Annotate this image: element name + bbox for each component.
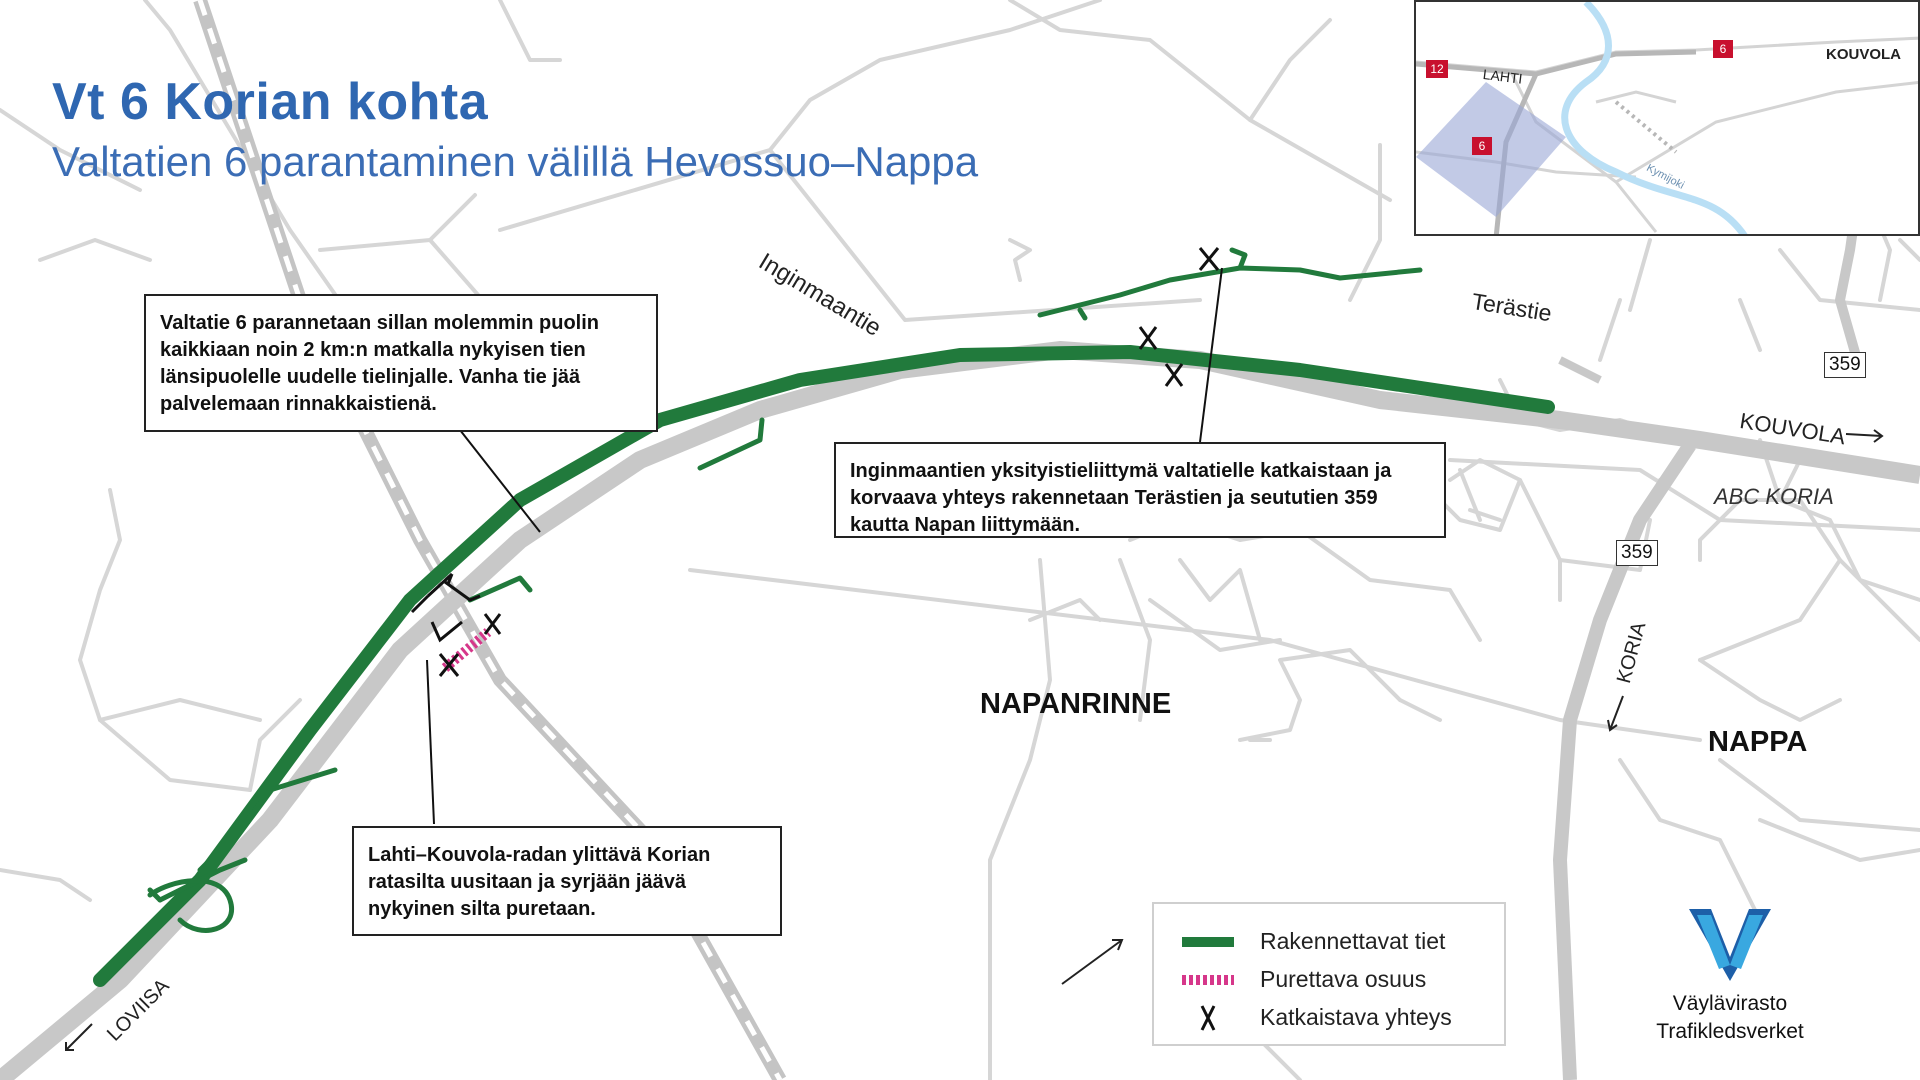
- inset-shield-6-area: 6: [1472, 137, 1492, 155]
- callout-bridge-renewal: Lahti–Kouvola-radan ylittävä Korian ratasilta uusitaan ja syrjään jäävä nykyinen silta puretaan.: [352, 826, 782, 936]
- page-subtitle: Valtatien 6 parantaminen välillä Hevossuo–Nappa: [52, 138, 979, 185]
- poi-label-abc: ABC KORIA: [1714, 484, 1834, 509]
- map-legend: [1152, 902, 1506, 1046]
- logo-line-1: Väylävirasto: [1672, 992, 1788, 1015]
- vaylavirasto-logo-mark: [1685, 905, 1775, 985]
- legend-pink-dashed-symbol: [1182, 962, 1234, 998]
- callout-road-upgrade: Valtatie 6 parannetaan sillan molemmin puolin kaikkiaan noin 2 km:n matkalla nykyisen tien länsipuolelle uudelle tielinjalle. Vanha tie jää palvelemaan rinnakkaistienä.: [144, 294, 658, 432]
- legend-x-symbol: [1182, 1000, 1234, 1036]
- inset-shield-12: 12: [1426, 60, 1448, 78]
- inset-river-label: Kymijoki: [1644, 162, 1687, 192]
- inset-locator-map: [1414, 0, 1920, 236]
- legend-item-new-roads: [1154, 924, 1504, 960]
- inset-city-kouvola: KOUVOLA: [1826, 46, 1901, 63]
- legend-label: Katkaistava yhteys: [1260, 1004, 1452, 1030]
- vaylavirasto-logo: [1640, 905, 1820, 1046]
- inset-map-canvas: [1416, 2, 1920, 236]
- legend-green-line-symbol: [1182, 924, 1234, 960]
- area-label-napanrinne: NAPANRINNE: [980, 688, 1172, 720]
- legend-item-cut: [1154, 1000, 1504, 1036]
- road-shield-359-south: 359: [1616, 540, 1658, 566]
- area-label-nappa: NAPPA: [1708, 726, 1808, 758]
- road-label-terastie: Terästie: [1469, 288, 1554, 327]
- road-shield-359-north: 359: [1824, 352, 1866, 378]
- page-title: Vt 6 Korian kohta: [52, 73, 489, 131]
- legend-label: Rakennettavat tiet: [1260, 928, 1446, 954]
- road-label-inginmaantie: Inginmaantie: [754, 248, 886, 342]
- inset-shield-6-east: 6: [1713, 40, 1733, 58]
- callout-junction-closure: Inginmaantien yksityistieliittymä valtatielle katkaistaan ja korvaava yhteys rakennetaan Terästien ja seututien 359 kautta Napan liittymään.: [834, 442, 1446, 538]
- inset-direction-lahti: LAHTI: [1482, 66, 1524, 87]
- legend-label: Purettava osuus: [1260, 966, 1427, 992]
- direction-label-loviisa: LOVIISA: [103, 974, 174, 1046]
- logo-line-2: Trafikledsverket: [1656, 1020, 1804, 1043]
- direction-label-kouvola: KOUVOLA: [1738, 408, 1848, 450]
- direction-label-koria: KORIA: [1613, 619, 1651, 686]
- legend-item-demolish: [1154, 962, 1504, 998]
